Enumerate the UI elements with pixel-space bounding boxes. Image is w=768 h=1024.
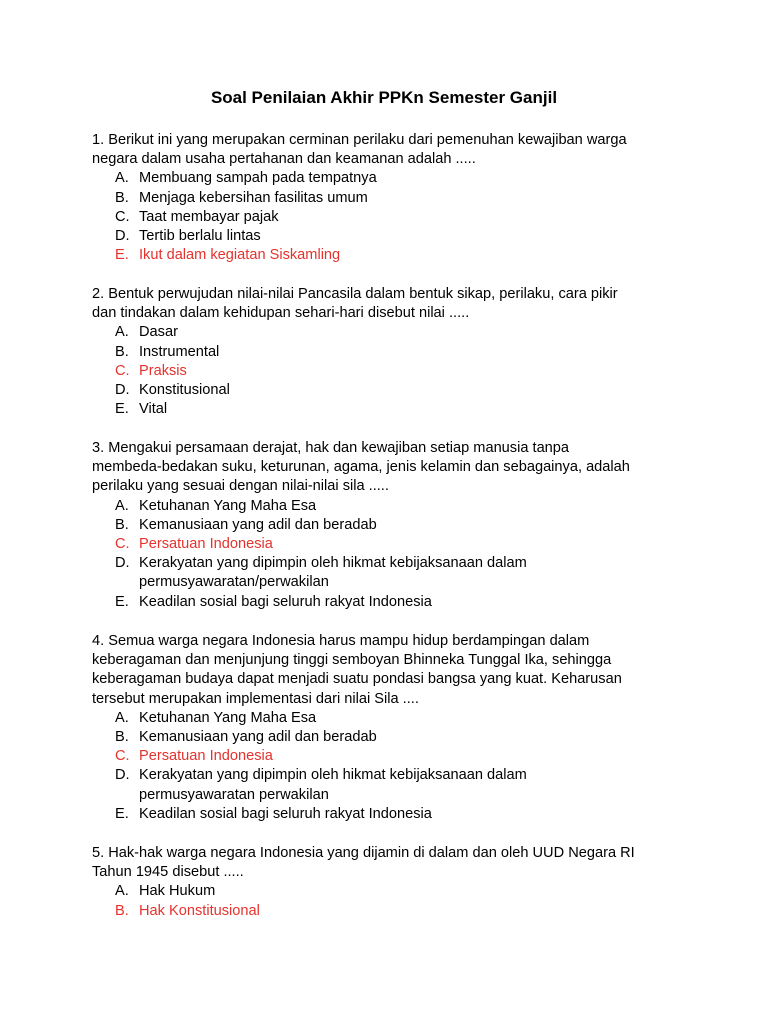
option-letter: E. [115, 593, 129, 610]
option-letter: D. [115, 382, 130, 399]
option-c [92, 747, 692, 766]
document-title: Soal Penilaian Akhir PPKn Semester Ganjil [210, 88, 558, 107]
option-d [92, 227, 692, 246]
option-b [92, 902, 692, 921]
option-list [92, 497, 692, 612]
option-text: Keadilan sosial bagi seluruh rakyat Indonesia [139, 805, 432, 822]
option-letter: D. [115, 767, 130, 784]
option-letter: B. [115, 902, 129, 919]
option-c [92, 208, 692, 227]
option-list [92, 882, 692, 920]
option-letter: B. [115, 343, 129, 360]
option-letter: C. [115, 748, 130, 765]
option-letter: A. [115, 324, 129, 341]
option-a [92, 709, 692, 728]
question-text: 1. Berikut ini yang merupakan cerminan perilaku dari pemenuhan kewajiban warga negara dalam usaha pertahanan dan keamanan adalah ..... [92, 132, 627, 168]
question-3 [92, 439, 692, 612]
option-letter: D. [115, 228, 130, 245]
question-text: 4. Semua warga negara Indonesia harus mampu hidup berdampingan dalam keberagaman dan menjunjung tinggi semboyan Bhinneka Tunggal Ika, sehingga keberagaman budaya dapat menjadi suatu pondasi bangsa yang kuat. Keharusan tersebut merupakan implementasi dari nilai Sila .... [92, 633, 622, 707]
option-e [92, 593, 692, 612]
option-letter: B. [115, 516, 129, 533]
option-letter: C. [115, 362, 130, 379]
option-letter: A. [115, 709, 129, 726]
question-5 [92, 844, 692, 921]
option-letter: D. [115, 555, 130, 572]
option-text: Konstitusional [139, 382, 230, 399]
option-b [92, 189, 692, 208]
option-b [92, 343, 692, 362]
option-d [92, 554, 692, 592]
option-text: Dasar [139, 324, 178, 341]
option-text: Kemanusiaan yang adil dan beradab [139, 516, 377, 533]
option-a [92, 882, 692, 901]
option-list [92, 169, 692, 265]
option-letter: A. [115, 497, 129, 514]
option-letter: C. [115, 208, 130, 225]
question-4 [92, 632, 692, 824]
option-letter: E. [115, 805, 129, 822]
question-text: 3. Mengakui persamaan derajat, hak dan kewajiban setiap manusia tanpa membeda-bedakan suku, keturunan, agama, jenis kelamin dan sebagainya, adalah perilaku yang sesuai dengan nilai-nilai sila ..... [92, 440, 630, 495]
option-text: Membuang sampah pada tempatnya [139, 170, 377, 187]
option-letter: A. [115, 170, 129, 187]
option-d [92, 766, 692, 804]
option-text: Hak Hukum [139, 883, 216, 900]
option-e [92, 246, 692, 265]
question-1 [92, 131, 692, 265]
option-letter: C. [115, 536, 130, 553]
option-text: Ketuhanan Yang Maha Esa [139, 709, 317, 726]
option-letter: B. [115, 729, 129, 746]
option-a [92, 497, 692, 516]
option-text: Taat membayar pajak [139, 208, 279, 225]
option-text: Persatuan Indonesia [139, 748, 273, 765]
option-letter: B. [115, 189, 129, 206]
option-list [92, 323, 692, 419]
option-text: Ikut dalam kegiatan Siskamling [139, 247, 341, 264]
option-text: Keadilan sosial bagi seluruh rakyat Indonesia [139, 593, 432, 610]
option-text: Instrumental [139, 343, 220, 360]
option-text: Hak Konstitusional [139, 902, 260, 919]
question-2 [92, 285, 692, 419]
option-text: Ketuhanan Yang Maha Esa [139, 497, 317, 514]
option-e [92, 400, 692, 419]
question-text: 2. Bentuk perwujudan nilai-nilai Pancasila dalam bentuk sikap, perilaku, cara pikir dan tindakan dalam kehidupan sehari-hari disebut nilai ..... [92, 286, 618, 322]
option-text: Kerakyatan yang dipimpin oleh hikmat kebijaksanaan dalam permusyawaratan/perwakilan [139, 555, 527, 591]
option-c [92, 362, 692, 381]
option-a [92, 323, 692, 342]
option-text: Kerakyatan yang dipimpin oleh hikmat kebijaksanaan dalam permusyawaratan perwakilan [139, 767, 527, 803]
option-b [92, 516, 692, 535]
option-b [92, 728, 692, 747]
question-text: 5. Hak-hak warga negara Indonesia yang dijamin di dalam dan oleh UUD Negara RI Tahun 1945 disebut ..... [92, 845, 635, 881]
option-text: Menjaga kebersihan fasilitas umum [139, 189, 368, 206]
option-d [92, 381, 692, 400]
option-letter: A. [115, 883, 129, 900]
option-c [92, 535, 692, 554]
option-text: Vital [139, 401, 168, 418]
option-list [92, 709, 692, 824]
option-a [92, 169, 692, 188]
option-text: Kemanusiaan yang adil dan beradab [139, 729, 377, 746]
option-text: Persatuan Indonesia [139, 536, 273, 553]
option-text: Praksis [139, 362, 187, 379]
option-text: Tertib berlalu lintas [139, 228, 261, 245]
option-letter: E. [115, 247, 129, 264]
option-letter: E. [115, 401, 129, 418]
option-e [92, 805, 692, 824]
